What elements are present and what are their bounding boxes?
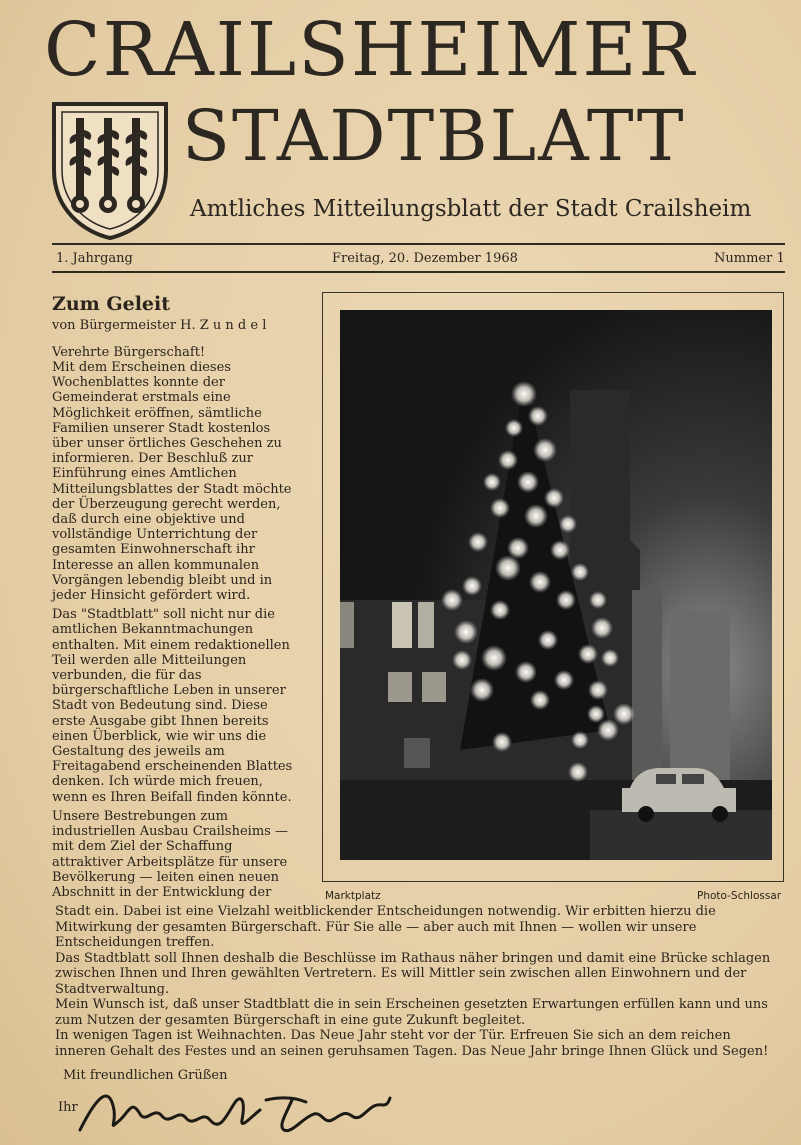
handwritten-signature-icon — [70, 1080, 410, 1140]
issue-number: Nummer 1 — [714, 251, 785, 266]
issue-volume: 1. Jahrgang — [56, 251, 133, 266]
article-body — [52, 360, 302, 900]
article-continuation — [55, 904, 785, 1059]
article-signoff: Ihr — [58, 1100, 78, 1115]
article-byline: von Bürgermeister H. Z u n d e l — [52, 318, 267, 333]
article-column — [52, 292, 302, 900]
article-closing: Mit freundlichen Grüßen — [63, 1068, 228, 1083]
article-paragraph-1: Mit dem Erscheinen dieses Wochenblattes konnte der Gemeinderat erstmals eine Möglichkeit eröffnen, sämtliche Familien unserer Stadt kostenlos über unser örtliches Geschehen zu informieren. Der Beschluß zur Einführung eines Amtlichen Mitteilungsblattes der Stadt möchte der Überzeugung gerecht werden, daß durch eine objektive und vollständige Unterrichtung der gesamten Einwohnerschaft ihr Interesse an allen kommunalen Vorgängen lebendig bleibt und in jeder Hinsicht gefördert wird. — [52, 360, 292, 604]
article-salutation: Verehrte Bürgerschaft! — [52, 345, 206, 360]
article-paragraph-6: In wenigen Tagen ist Weihnachten. Das Neue Jahr steht vor der Tür. Erfreuen Sie sich an dem reichen inneren Gehalt des Festes und an seinen geruhsamen Tagen. Das Neue Jahr bringe Ihnen Glück und Segen! — [55, 1028, 769, 1059]
article-paragraph-5: Mein Wunsch ist, daß unser Stadtblatt die in sein Erscheinen gesetzten Erwartungen erfüllen kann und uns zum Nutzen der gesamten Bürgerschaft in eine gute Zukunft begleitet. — [55, 997, 768, 1028]
masthead-subtitle: Amtliches Mitteilungsblatt der Stadt Crailsheim — [190, 196, 752, 222]
article-paragraph-2: Das "Stadtblatt" soll nicht nur die amtlichen Bekanntmachungen enthalten. Mit einem redaktionellen Teil werden alle Mitteilungen verbunden, die für das bürgerschaftliche Leben in unserer Stadt von Bedeutung sind. Diese erste Ausgabe gibt Ihnen bereits einen Überblick, wie wir uns die Gestaltung des jeweils am Freitagabend erscheinenden Blattes denken. Ich würde mich freuen, wenn es Ihren Beifall finden könnte. — [52, 607, 293, 805]
issue-date: Freitag, 20. Dezember 1968 — [332, 251, 518, 266]
christmas-tree-photo — [340, 310, 772, 860]
header-rule-top — [52, 243, 785, 245]
masthead-title-line2: STADTBLATT — [182, 95, 686, 177]
city-crest-icon — [50, 100, 170, 240]
article-heading: Zum Geleit — [52, 293, 171, 315]
header-rule-bottom — [52, 271, 785, 273]
photo-credit: Photo-Schlossar — [697, 890, 782, 902]
article-paragraph-3-continued: Stadt ein. Dabei ist eine Vielzahl weitblickender Entscheidungen notwendig. Wir erbitten hierzu die Mitwirkung der gesamten Bürgerschaft. Für Sie alle — aber auch mit Ihnen — wollen wir unsere Entscheidungen treffen. — [55, 904, 716, 950]
article-paragraph-3: Unsere Bestrebungen zum industriellen Ausbau Crailsheims — mit dem Ziel der Schaffung attraktiver Arbeitsplätze für unsere Bevölkerung — leiten einen neuen Abschnitt in der Entwicklung der — [52, 808, 288, 900]
article-paragraph-4: Das Stadtblatt soll Ihnen deshalb die Beschlüsse im Rathaus näher bringen und damit eine Brücke schlagen zwischen Ihnen und Ihren gewählten Vertretern. Es will Mittler sein zwischen allen Einwohnern und der Stadtverwaltung. — [55, 950, 771, 997]
masthead-title-line1: CRAILSHEIMER — [44, 7, 697, 93]
photo-caption: Marktplatz — [325, 890, 381, 902]
